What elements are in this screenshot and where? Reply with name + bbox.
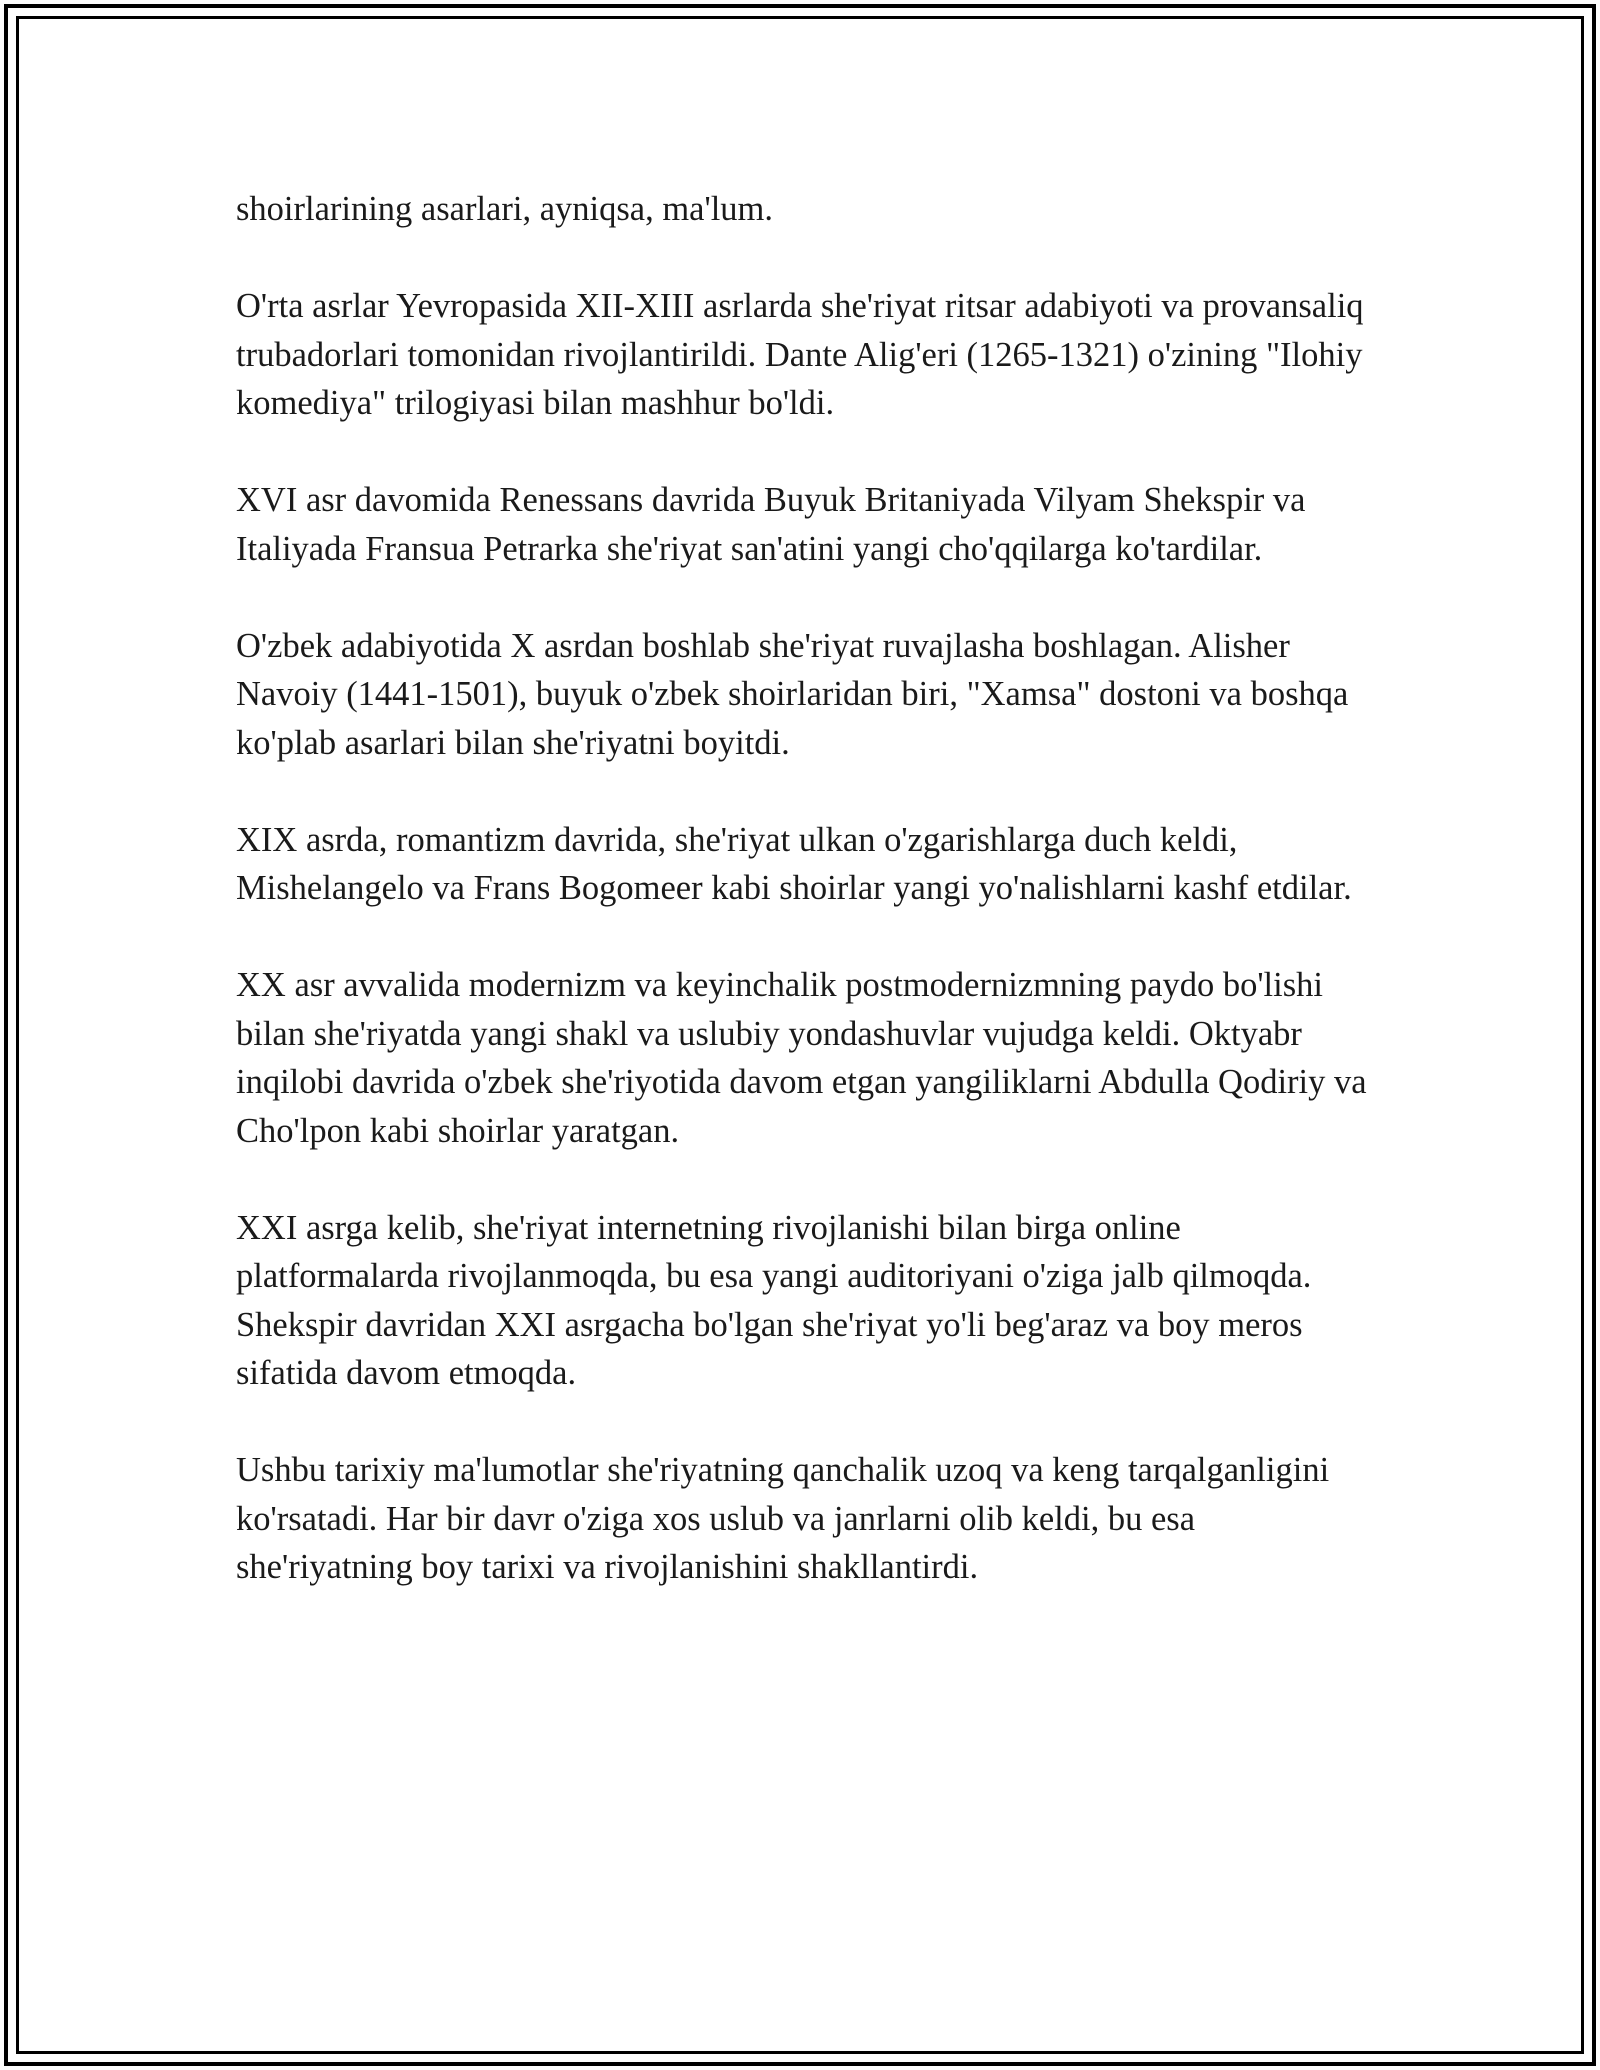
paragraph-2: O'rta asrlar Yevropasida XII-XIII asrlarda she'riyat ritsar adabiyoti va provansaliq trubadorlari tomonidan rivojlantirildi. Dante Alig'eri (1265-1321) o'zining "Ilohiy komediya" trilogiyasi bilan mashhur bo'ldi. (236, 287, 1364, 422)
paragraph-6: XX asr avvalida modernizm va keyinchalik postmodernizmning paydo bo'lishi bilan she'riyatda yangi shakl va uslubiy yondashuvlar vujudga keldi. Oktyabr inqilobi davrida o'zbek she'riyotida davom etgan yangiliklarni Abdulla Qodiriy va Cho'lpon kabi shoirlar yaratgan. (236, 966, 1367, 1150)
paragraph-4: O'zbek adabiyotida X asrdan boshlab she'riyat ruvajlasha boshlagan. Alisher Navoiy (1441-1501), buyuk o'zbek shoirlaridan biri, "Xamsa" dostoni va boshqa ko'plab asarlari bilan she'riyatni boyitdi. (236, 626, 1349, 762)
paragraph-1: shoirlarining asarlari, ayniqsa, ma'lum. (236, 190, 773, 228)
paragraph-8: Ushbu tarixiy ma'lumotlar she'riyatning qanchalik uzoq va keng tarqalganligini ko'rsatadi. Har bir davr o'ziga xos uslub va janrlarni olib keldi, bu esa she'riyatning boy tarixi va rivojlanishini shakllantirdi. (236, 1451, 1330, 1586)
document-body (236, 185, 1376, 1640)
paragraph-3: XVI asr davomida Renessans davrida Buyuk Britaniyada Vilyam Shekspir va Italiyada Fransua Petrarka she'riyat san'atini yangi cho'qqilarga ko'tardilar. (236, 481, 1306, 568)
paragraph-7: XXI asrga kelib, she'riyat internetning rivojlanishi bilan birga online platformalarda rivojlanmoqda, bu esa yangi auditoriyani o'ziga jalb qilmoqda. Shekspir davridan XXI asrgacha bo'lgan she'riyat yo'li beg'araz va boy meros sifatida davom etmoqda. (236, 1208, 1312, 1392)
paragraph-5: XIX asrda, romantizm davrida, she'riyat ulkan o'zgarishlarga duch keldi, Mishelangelo va Frans Bogomeer kabi shoirlar yangi yo'nalishlarni kashf etdilar. (236, 820, 1352, 907)
